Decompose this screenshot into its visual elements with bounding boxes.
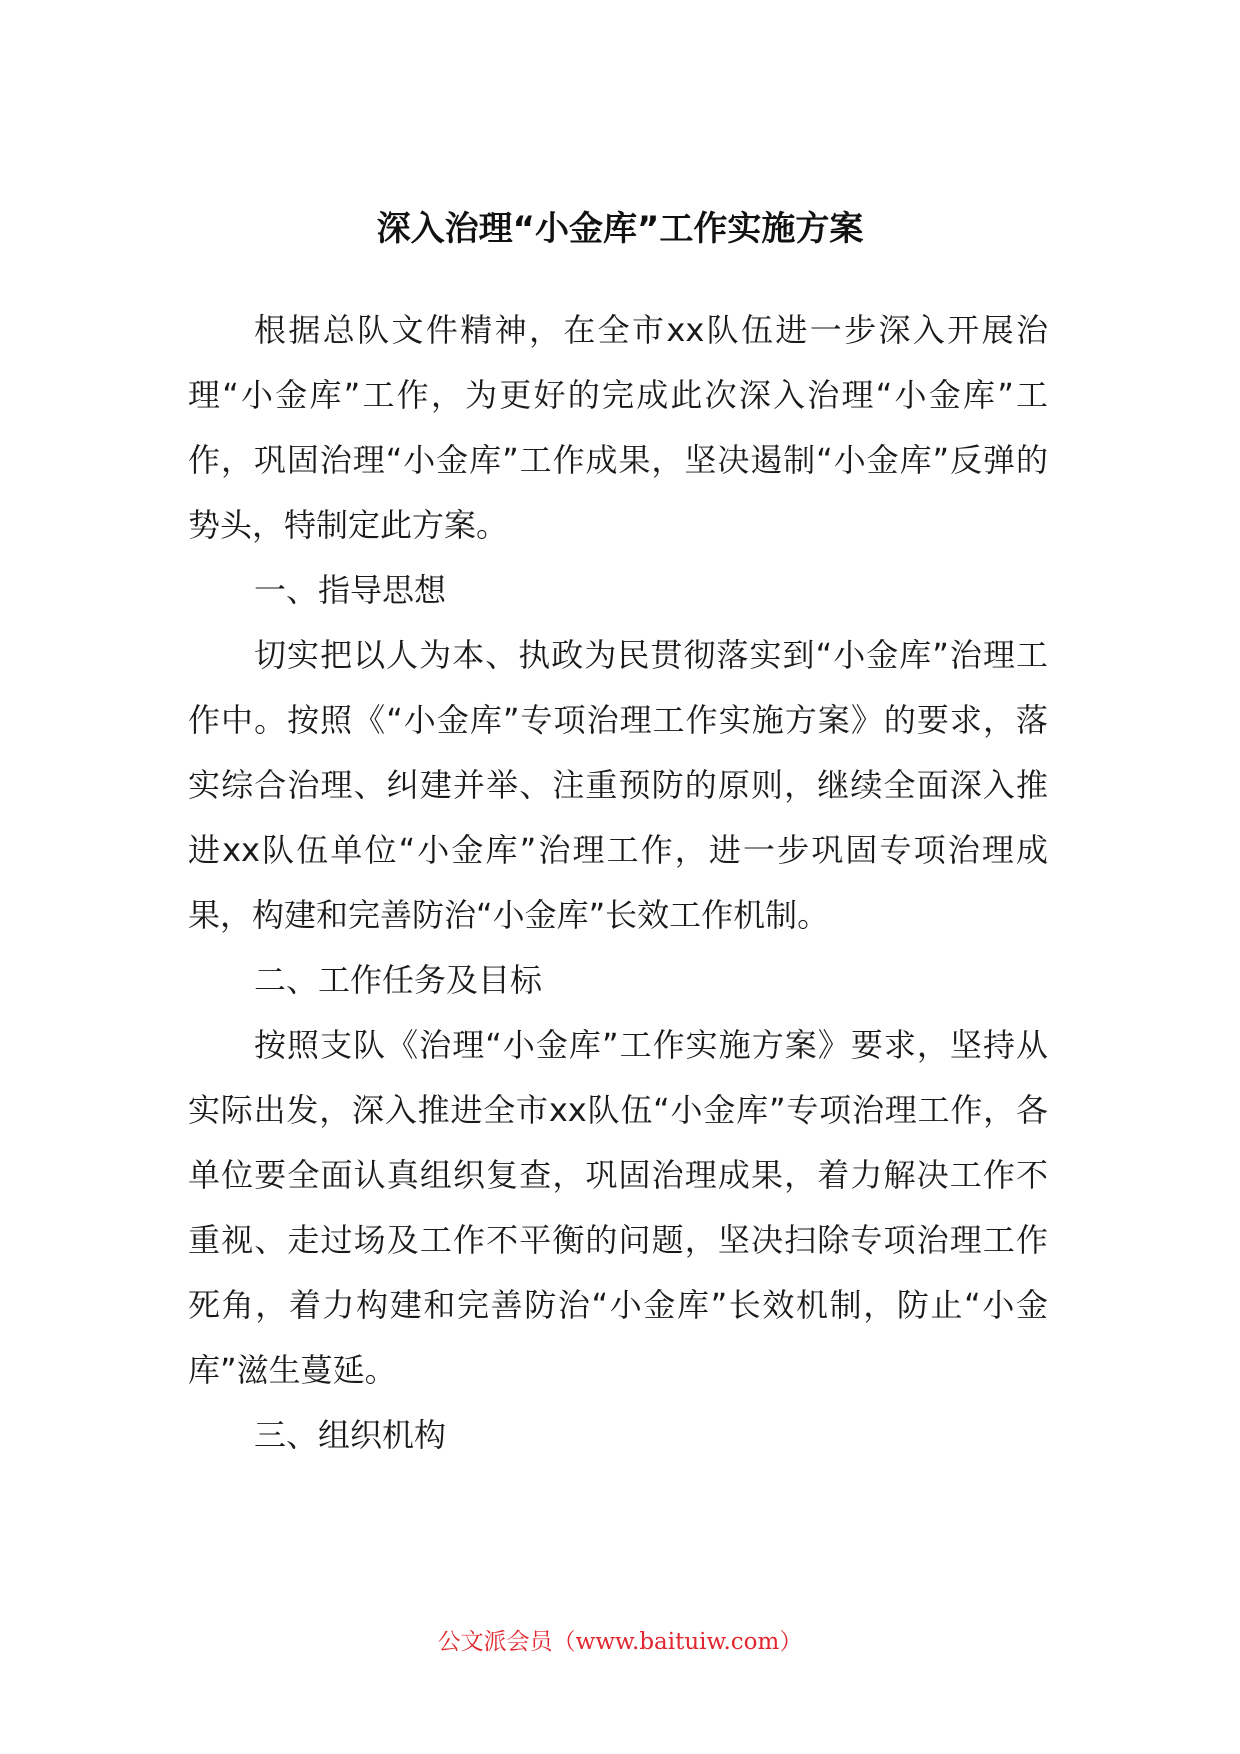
guiding-thought-paragraph: 切实把以人为本、执政为民贯彻落实到“小金库”治理工作中。按照《“小金库”专项治理工作实施方案》的要求，落实综合治理、纠建并举、注重预防的原则，继续全面深入推进xx队伍单位“小金库”治理工作，进一步巩固专项治理成果，构建和完善防治“小金库”长效工作机制。 <box>188 636 1048 934</box>
section-heading-guiding-thought: 一、指导思想 <box>254 571 447 609</box>
section-heading-tasks-goals: 二、工作任务及目标 <box>254 961 543 999</box>
document-title: 深入治理“小金库”工作实施方案 <box>376 209 864 249</box>
footer-watermark-link[interactable]: 公文派会员（www.baituiw.com） <box>437 1629 803 1655</box>
tasks-goals-paragraph: 按照支队《治理“小金库”工作实施方案》要求，坚持从实际出发，深入推进全市xx队伍“小金库”专项治理工作，各单位要全面认真组织复查，巩固治理成果，着力解决工作不重视、走过场及工作不平衡的问题，坚决扫除专项治理工作死角，着力构建和完善防治“小金库”长效机制，防止“小金库”滋生蔓延。 <box>188 1026 1048 1389</box>
document-body <box>188 298 1048 1468</box>
intro-paragraph: 根据总队文件精神，在全市xx队伍进一步深入开展治理“小金库”工作，为更好的完成此次深入治理“小金库”工作，巩固治理“小金库”工作成果，坚决遏制“小金库”反弹的势头，特制定此方案。 <box>188 311 1048 544</box>
section-heading-organization: 三、组织机构 <box>254 1416 447 1454</box>
